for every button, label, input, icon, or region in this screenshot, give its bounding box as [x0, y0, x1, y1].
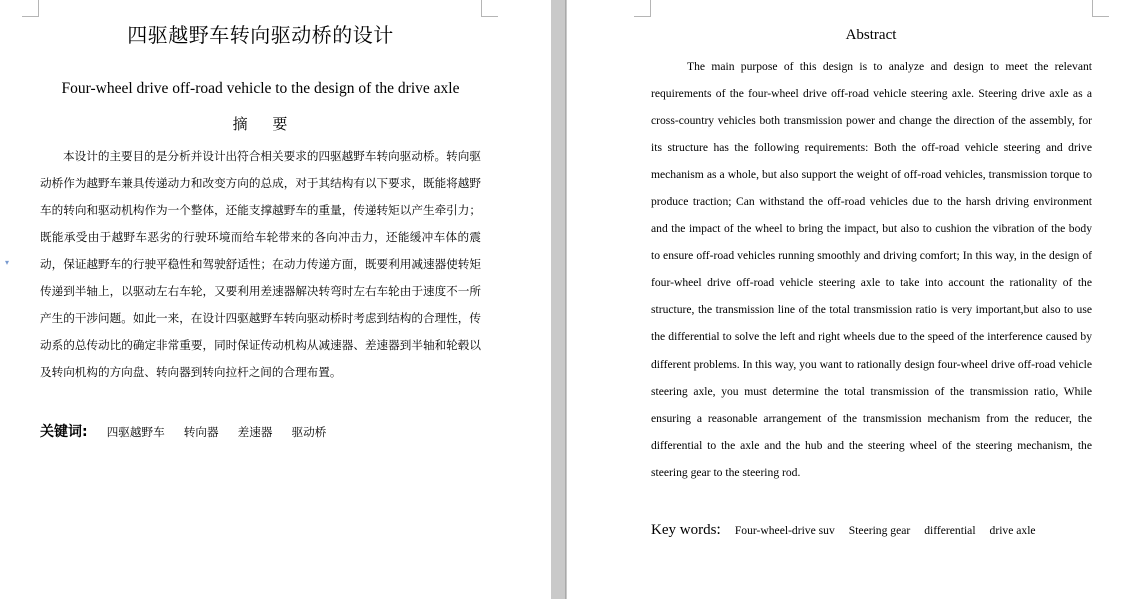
abstract-heading: Abstract — [845, 27, 897, 43]
keywords-label: Key words — [651, 522, 717, 538]
crop-mark-icon — [1092, 0, 1093, 16]
keyword-item: 驱动桥 — [291, 425, 327, 439]
paragraph-marker-icon: ▾ — [5, 258, 10, 267]
english-title: Four-wheel drive off-road vehicle to the design of the drive axle — [61, 80, 460, 97]
chinese-abstract-body: 本设计的主要目的是分析并设计出符合相关要求的四驱越野车转向驱动桥。转向驱动桥作为越野车兼具传递动力和改变方向的总成，对于其结构有以下要求，既能将越野车的转向和驱动机构作为一个整体，还能支撑越野车的重量，传递转矩以产生牵引力；既能承受由于越野车恶劣的行驶环境而给车轮带来的各向冲击力，还能缓冲车体的震动，保证越野车的行驶平稳性和驾驶舒适性；在动力传递方面，既要利用减速器使转矩传递到半轴上，以驱动左右车轮，又要利用差速器解决转弯时左右车轮由于速度不一所产生的干涉问题。如此一来，在设计四驱越野车转向驱动桥时考虑到结构的合理性，传动系的总传动比的确定非常重要，同时保证传动机构从减速器、差速器到半轴和轮毂以及转向机构的方向盘、转向器到转向拉杆之间的合理布置。 — [40, 149, 481, 379]
abstract-body: The main purpose of this design is to analyze and design to meet the relevant requirements of the four-wheel drive off-road vehicle steering axle. Steering drive axle as a cross-country vehicles both transmission power and change the direction of the assembly, for its structure has the following requirements: Both the off-road vehicle steering and drive mechanism as a whole, but also support the weight of off-road vehicles, transmission torque to produce traction; Can withstand the off-road vehicles due to the harsh driving environment and the impact of the wheel to bring the impact, but also to cushion the vibration of the body to ensure off-road vehicles running smoothly and driving comfort; In this way, in the design of four-wheel drive off-road vehicle steering axle to take into account the rationality of the structure, the transmission line of the total transmission ratio is very important,but also to use the differential to solve the left and right wheels due to the speed of the interference caused by different problems. In this way, you want to rationally design four-wheel drive off-road vehicle steering axle, you must determine the total transmission of the transmission ratio, While ensuring a reasonable arrangement of the transmission mechanism from the reducer, the differential to the axle and the hub and the steering wheel of the steering mechanism, the steering gear to the steering rod. — [651, 60, 1092, 479]
crop-mark-icon — [1092, 16, 1109, 17]
keyword-item: 转向器 — [183, 425, 219, 439]
chinese-keywords — [40, 420, 326, 443]
crop-mark-icon — [481, 0, 482, 16]
chinese-title: 四驱越野车转向驱动桥的设计 — [127, 23, 394, 47]
chinese-abstract-heading: 摘 要 — [232, 115, 289, 133]
keyword-item: 四驱越野车 — [106, 425, 165, 439]
crop-mark-icon — [22, 16, 39, 17]
keyword-item: drive axle — [989, 524, 1036, 537]
crop-mark-icon — [38, 0, 39, 16]
keyword-item: 差速器 — [237, 425, 273, 439]
keyword-item: differential — [924, 524, 976, 537]
keyword-item: Four-wheel-drive suv — [734, 524, 835, 537]
keyword-item: Steering gear — [848, 524, 911, 537]
crop-mark-icon — [650, 0, 651, 16]
page-edge-line — [565, 0, 566, 599]
english-keywords — [651, 519, 1036, 542]
crop-mark-icon — [634, 16, 651, 17]
crop-mark-icon — [481, 16, 498, 17]
keywords-label: 关键词: — [40, 424, 88, 440]
keywords-colon: : — [716, 521, 721, 538]
